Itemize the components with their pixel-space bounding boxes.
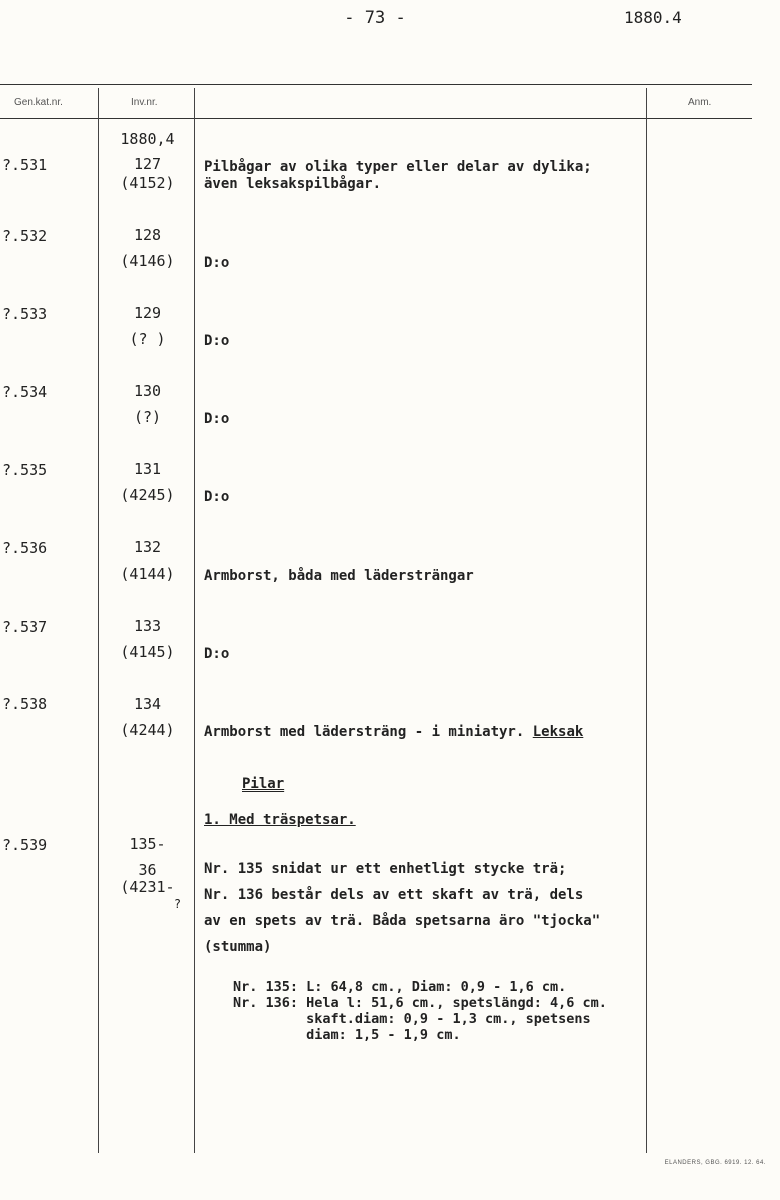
measurement-line-4: diam: 1,5 - 1,9 cm. (233, 1027, 461, 1043)
group-label: 1880,4 (120, 130, 175, 148)
catalog-number: ?.533 (2, 305, 48, 323)
catalog-number: ?.537 (2, 618, 48, 636)
inventory-number: 131 (133, 460, 162, 478)
header-rule (0, 118, 752, 119)
leksak-label: Leksak (532, 724, 584, 740)
catalog-number: ?.531 (2, 156, 48, 174)
entry-description-line2: även leksakspilbågar. (204, 176, 382, 192)
inventory-old-number: (4144) (120, 565, 175, 583)
inventory-old-number: (4145) (120, 643, 175, 661)
column-divider-1 (98, 88, 99, 1153)
catalog-number: ?.539 (2, 836, 48, 854)
entry-description-main: Armborst med lädersträng - i miniatyr. (204, 724, 525, 740)
catalog-number: ?.536 (2, 539, 48, 557)
inventory-number-cont: 36 (138, 861, 157, 879)
inventory-number: 134 (133, 695, 162, 713)
measurement-line-3: skaft.diam: 0,9 - 1,3 cm., spetsens (233, 1011, 591, 1027)
entry-description: D:o (204, 411, 230, 427)
header-anm: Anm. (688, 97, 712, 108)
inventory-number: 128 (133, 226, 162, 244)
entry-description: Pilbågar av olika typer eller delar av dylika; (204, 159, 592, 175)
measurement-line-1: Nr. 135: L: 64,8 cm., Diam: 0,9 - 1,6 cm. (233, 979, 567, 995)
inventory-number: 127 (133, 155, 162, 173)
catalog-number: ?.532 (2, 227, 48, 245)
section-subtitle: 1. Med träspetsar. (204, 812, 356, 828)
inventory-old-number: (4146) (120, 252, 175, 270)
inventory-old-number: (4244) (120, 721, 175, 739)
inventory-number: 132 (133, 538, 162, 556)
inventory-old-number: (? ) (129, 330, 166, 348)
column-divider-3 (646, 88, 647, 1153)
entry-description: D:o (204, 333, 230, 349)
entry-description (204, 724, 583, 740)
inventory-old-number: (4231- (120, 878, 175, 896)
inventory-number: 133 (133, 617, 162, 635)
entry-description: D:o (204, 489, 230, 505)
printer-imprint: ELANDERS, GBG. 6919. 12. 64. (664, 1160, 766, 1166)
entry-description: Armborst, båda med lädersträngar (204, 568, 474, 584)
catalog-number: ?.535 (2, 461, 48, 479)
header-inv-nr: Inv.nr. (131, 97, 158, 108)
entry-description: D:o (204, 646, 230, 662)
inventory-number: 135- (129, 835, 166, 853)
inventory-number: 129 (133, 304, 162, 322)
entry-description-line2: Nr. 136 består dels av ett skaft av trä, dels (204, 887, 584, 903)
catalog-number: ?.534 (2, 383, 48, 401)
entry-description-line4: (stumma) (204, 939, 272, 955)
entry-description-line3: av en spets av trä. Båda spetsarna äro "tjocka" (204, 913, 601, 929)
measurement-line-2: Nr. 136: Hela l: 51,6 cm., spetslängd: 4,6 cm. (233, 995, 607, 1011)
inventory-old-number: (?) (133, 408, 162, 426)
inventory-number: 130 (133, 382, 162, 400)
page-reference: 1880.4 (624, 8, 682, 27)
entry-description: Nr. 135 snidat ur ett enhetligt stycke trä; (204, 861, 567, 877)
top-rule (0, 84, 752, 85)
inventory-old-number: (4245) (120, 486, 175, 504)
inventory-old-number: (4152) (120, 174, 175, 192)
header-gen-kat-nr: Gen.kat.nr. (14, 97, 63, 108)
page-number: - 73 - (344, 8, 406, 28)
section-title: Pilar (242, 776, 285, 792)
inventory-old-number-cont: ? (173, 897, 182, 911)
entry-description: D:o (204, 255, 230, 271)
catalog-number: ?.538 (2, 695, 48, 713)
